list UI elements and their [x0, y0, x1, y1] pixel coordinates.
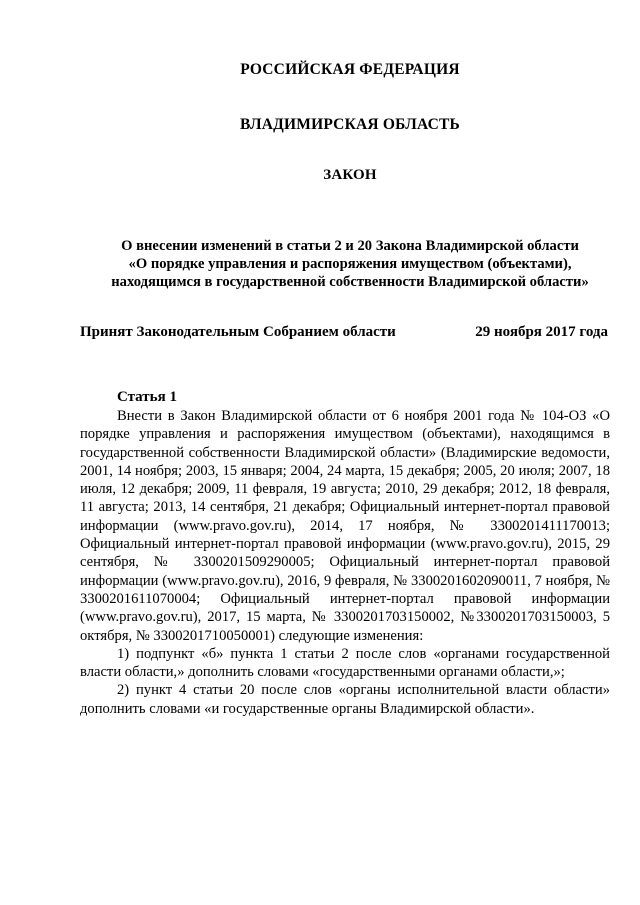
doc-type-header: ЗАКОН: [323, 167, 377, 183]
article-paragraph: 1) подпункт «б» пункта 1 статьи 2 после слов «органами государственной власти области,» дополнить словами «государственными органами области,»;: [80, 645, 610, 681]
region-header: ВЛАДИМИРСКАЯ ОБЛАСТЬ: [240, 116, 460, 133]
law-title-line: «О порядке управления и распоряжения имуществом (объектами),: [128, 256, 572, 272]
adopted-by: Принят Законодательным Собранием области: [80, 324, 396, 340]
country-header: РОССИЙСКАЯ ФЕДЕРАЦИЯ: [240, 61, 460, 78]
law-title-line: находящимся в государственной собственности Владимирской области»: [111, 274, 589, 290]
article-paragraph: 2) пункт 4 статьи 20 после слов «органы исполнительной власти области» дополнить словами «и государственные органы Владимирской области».: [80, 682, 610, 717]
adoption-line: [80, 324, 608, 341]
article-body: [80, 407, 610, 718]
article-paragraph: Внести в Закон Владимирской области от 6 ноября 2001 года № 104-ОЗ «О порядке управления и распоряжения имуществом (объектами), находящимся в государственной собственности Владимирской области» (Владимирские ведомости, 2001, 14 ноября; 2003, 15 января; 2004, 24 марта, 15 декабря; 2005, 20 июля; 2007, 18 июля, 12 декабря; 2009, 11 февраля, 19 августа; 2010, 29 декабря; 2012, 18 февраля, 11 августа; 2013, 14 сентября, 21 декабря; Официальный интернет-портал правовой информации (www.pravo.gov.ru), 2014, 17 ноября, № 3300201411170013; Официальный интернет-портал правовой информации (www.pravo.gov.ru), 2015, 29 сентября, № 3300201509290005; Официальный интернет-портал правовой информации (www.pravo.gov.ru), 2016, 9 февраля, № 3300201602090011, 7 ноября, № 3300201611070004; Официальный интернет-портал правовой информации (www.pravo.gov.ru), 2017, 15 марта, № 3300201703150002, №3300201703150003, 5 октября, № 3300201710050001) следующие изменения:: [80, 408, 610, 644]
article-heading: Статья 1: [117, 389, 177, 405]
adopted-date: 29 ноября 2017 года: [475, 324, 608, 340]
law-title-line: О внесении изменений в статьи 2 и 20 Закона Владимирской области: [121, 238, 579, 254]
law-title: [40, 237, 640, 291]
